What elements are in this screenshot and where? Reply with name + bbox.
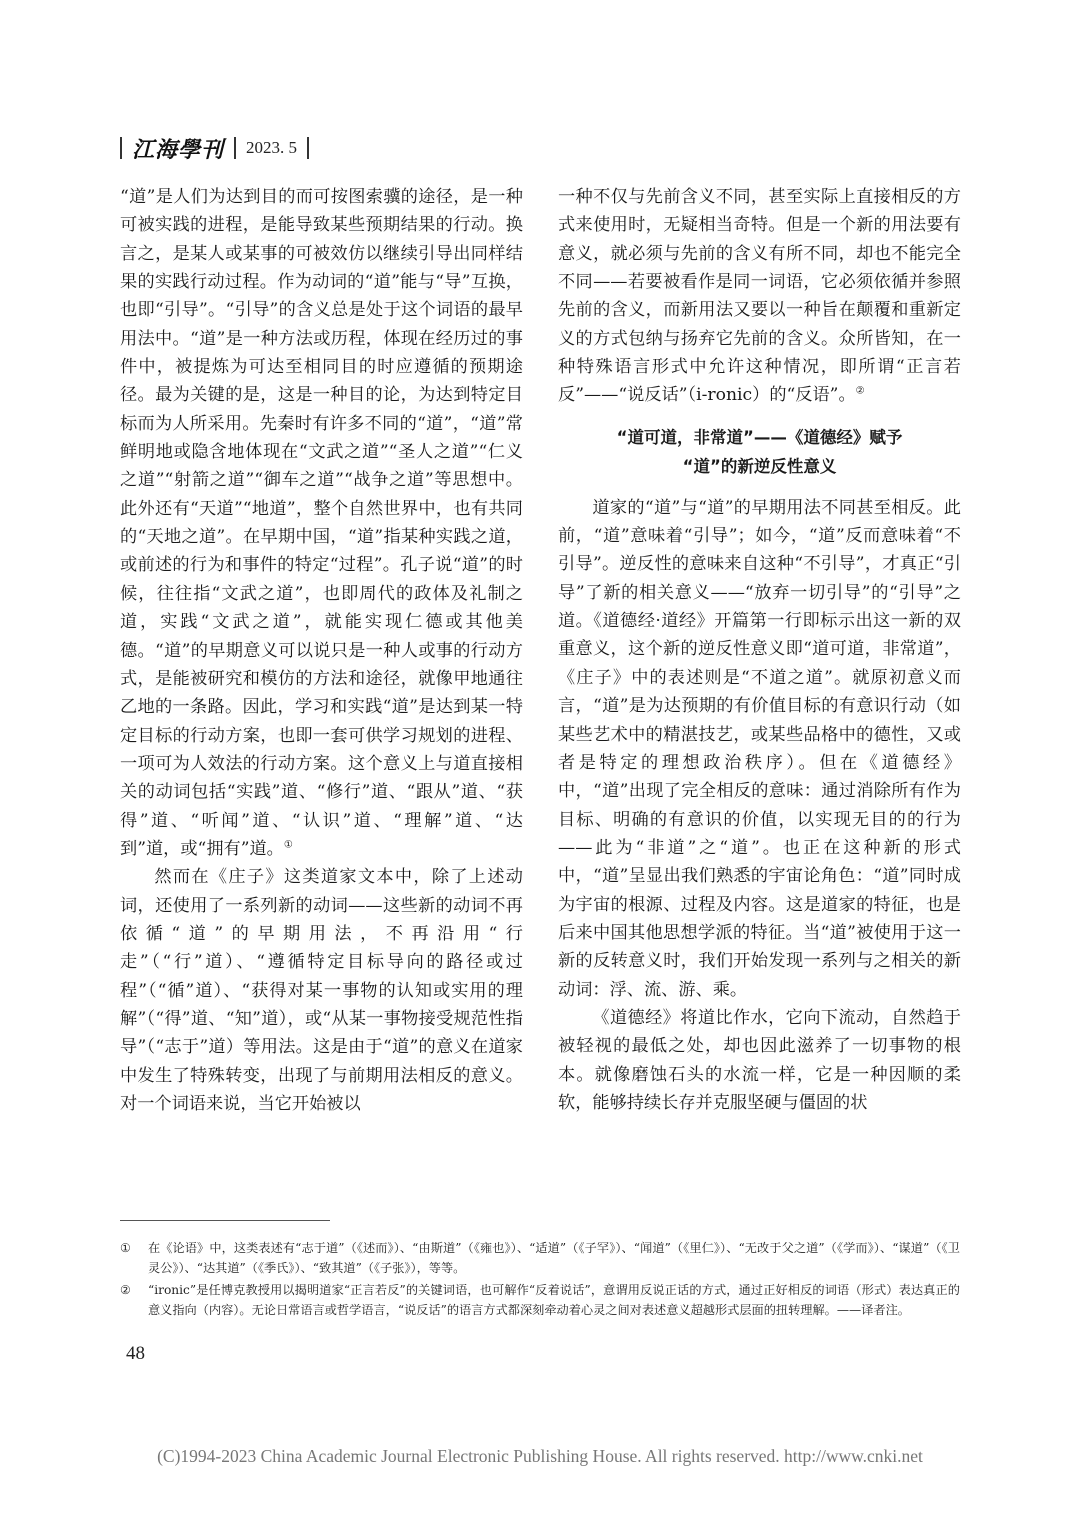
left-paragraph-1-text: “道”是人们为达到目的而可按图索骥的途径，是一种可被实践的进程，是能导致某些预期结果的行动。换言之，是某人或某事的可被效仿以继续引导出同样结果的实践行动过程。作为动词的“道”能与“导”互换，也即“引导”。“引导”的含义总是处于这个词语的最早用法中。“道”是一种方法或历程，体现在经历过的事件中，被提炼为可达至相同目的时应遵循的预期途径。最为关键的是，这是一种目的论，为达到特定目标而为人所采用。先秦时有许多不同的“道”，“道”常鲜明地或隐含地体现在“文武之道”“圣人之道”“仁义之道”“射箭之道”“御车之道”“战争之道”等思想中。此外还有“天道”“地道”，整个自然世界中，也有共同的“天地之道”。在早期中国，“道”指某种实践之道，或前述的行为和事件的特定“过程”。孔子说“道”的时候，往往指“文武之道”，也即周代的政体及礼制之道，实践“文武之道”，就能实现仁德或其他美德。“道”的早期意义可以说只是一种人或事的行动方式，是能被研究和模仿的方法和途径，就像甲地通往乙地的一条路。因此，学习和实践“道”是达到某一特定目标的行动方案，也即一套可供学习规划的进程、一项可为人效法的行动方案。这个意义上与道直接相关的动词包括“实践”道、“修行”道、“跟从”道、“获得”道、“听闻”道、“认识”道、“理解”道、“达到”道，或“拥有”道。: [120, 187, 523, 859]
issue-number: 2023. 5: [246, 138, 298, 157]
footnotes: [120, 1238, 960, 1322]
right-paragraph-1: [558, 183, 961, 410]
footnote-1: [120, 1238, 960, 1278]
left-column: [120, 183, 523, 1118]
footnote-2-text: “ironic”是任博克教授用以揭明道家“正言若反”的关键词语，也可解作“反着说话”，意谓用反说正话的方式，通过正好相反的词语（形式）表达真正的意义指向（内容）。无论日常语言或哲学语言，“说反话”的语言方式都深刻牵动着心灵之间对表述意义超越形式层面的扭转理解。——译者注。: [148, 1283, 960, 1317]
left-paragraph-2: 然而在《庄子》这类道家文本中，除了上述动词，还使用了一系列新的动词——这些新的动词不再依循“道”的早期用法，不再沿用“行走”（“行”道）、“遵循特定目标导向的路径或过程”（“循”道）、“获得对某一事物的认知或实用的理解”（“得”道、“知”道），或“从某一事物接受规范性指导”（“志于”道）等用法。这是由于“道”的意义在道家中发生了特殊转变，出现了与前期用法相反的意义。对一个词语来说，当它开始被以: [120, 867, 523, 1114]
footnote-divider: [120, 1220, 330, 1221]
section-title: [558, 423, 961, 481]
section-title-line-2: “道”的新逆反性意义: [682, 456, 837, 476]
footnote-ref-2[interactable]: ②: [855, 385, 865, 397]
right-paragraph-3: 《道德经》将道比作水，它向下流动，自然趋于被轻视的最低之处，却也因此滋养了一切事物的根本。就像磨蚀石头的水流一样，它是一种因顺的柔软，能够持续长存并克服坚硬与僵固的状: [558, 1007, 961, 1113]
journal-logo: 江海學刊: [132, 137, 225, 163]
left-paragraph-1: [120, 183, 523, 863]
footnote-ref-1[interactable]: ①: [283, 839, 293, 851]
right-column: [558, 183, 961, 1117]
right-paragraph-2: 道家的“道”与“道”的早期用法不同甚至相反。此前，“道”意味着“引导”；如今，“道”反而意味着“不引导”。逆反性的意味来自这种“不引导”，才真正“引导”了新的相关意义——“放弃一切引导”的“引导”之道。《道德经·道经》开篇第一行即标示出这一新的双重意义，这个新的逆反性意义即“道可道，非常道”，《庄子》中的表述则是“不道之道”。就原初意义而言，“道”是为达预期的有价值目标的有意识行动（如某些艺术中的精湛技艺，或某些品格中的德性，又或者是特定的理想政治秩序）。但在《道德经》中，“道”出现了完全相反的意味：通过消除所有作为目标、明确的有意识的价值，以实现无目的的行为——此为“非道”之“道”。也正在这种新的形式中，“道”呈显出我们熟悉的宇宙论角色：“道”同时成为宇宙的根源、过程及内容。这是道家的特征，也是后来中国其他思想学派的特征。当“道”被使用于这一新的反转意义时，我们开始发现一系列与之相关的新动词：浮、流、游、乘。: [558, 497, 961, 1000]
copyright-notice: (C)1994-2023 China Academic Journal Electronic Publishing House. All rights reserved. http://www.cnki.net: [157, 1446, 923, 1466]
footnote-2: [120, 1280, 960, 1320]
page-number: 48: [126, 1343, 145, 1364]
footnote-1-text: 在《论语》中，这类表述有“志于道”（《述而》）、“由斯道”（《雍也》）、“适道”（《子罕》）、“闻道”（《里仁》）、“无改于父之道”（《学而》）、“谋道”（《卫灵公》）、“达其道”（《季氏》）、“致其道”（《子张》），等等。: [148, 1241, 960, 1275]
header-divider-left: [120, 137, 122, 159]
header-divider-middle: [234, 137, 236, 159]
footnote-2-number: ②: [120, 1283, 131, 1297]
section-title-line-1: “道可道，非常道”——《道德经》赋予: [616, 427, 903, 447]
right-paragraph-1-text: 一种不仅与先前含义不同，甚至实际上直接相反的方式来使用时，无疑相当奇特。但是一个新的用法要有意义，就必须与先前的含义有所不同，却也不能完全不同——若要被看作是同一词语，它必须依循并参照先前的含义，而新用法又要以一种旨在颠覆和重新定义的方式包纳与扬弃它先前的含义。众所皆知，在一种特殊语言形式中允许这种情况，即所谓“正言若反”——“说反话”（i-ronic）的“反语”。: [558, 187, 961, 406]
header-divider-right: [307, 137, 309, 159]
running-header: [120, 133, 319, 163]
footnote-1-number: ①: [120, 1241, 131, 1255]
